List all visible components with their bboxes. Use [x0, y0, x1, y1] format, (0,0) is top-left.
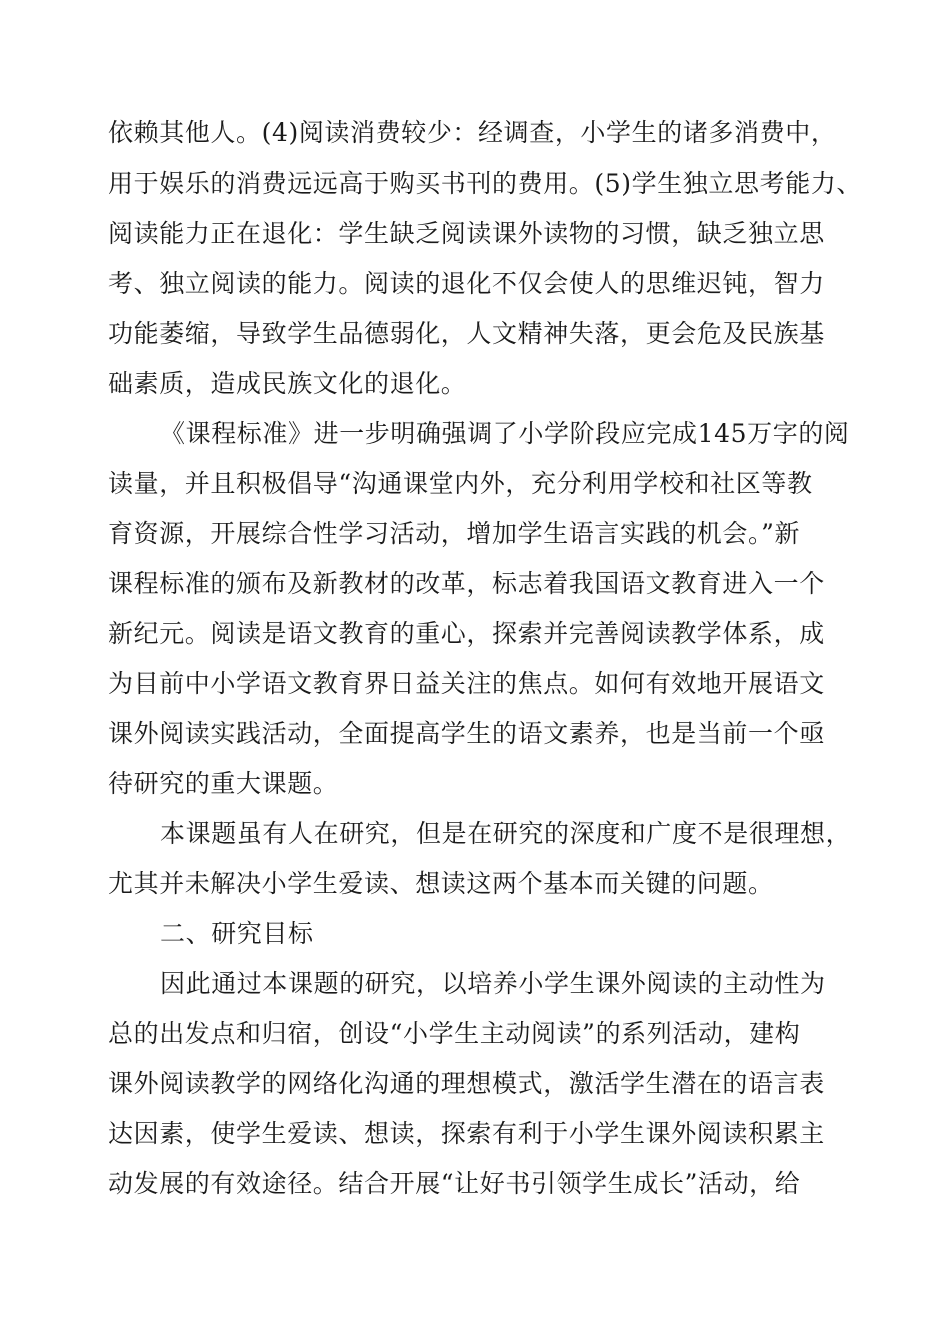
- text-line: 依赖其他人。(4)阅读消费较少：经调查，小学生的诸多消费中，: [108, 118, 837, 147]
- text-line: 育资源，开展综合性学习活动，增加学生语言实践的机会。”新: [108, 519, 801, 548]
- paragraph-first-line: 本课题虽有人在研究，但是在研究的深度和广度不是很理想，: [160, 819, 852, 848]
- paragraph-first-line: 因此通过本课题的研究，以培养小学生课外阅读的主动性为: [160, 969, 826, 998]
- text-line: 功能萎缩，导致学生品德弱化，人文精神失落，更会危及民族基: [108, 319, 825, 348]
- text-line: 尤其并未解决小学生爱读、想读这两个基本而关键的问题。: [108, 869, 774, 898]
- text-line: 为目前中小学语文教育界日益关注的焦点。如何有效地开展语文: [108, 669, 825, 698]
- text-line: 考、独立阅读的能力。阅读的退化不仅会使人的思维迟钝，智力: [108, 269, 825, 298]
- text-line: 新纪元。阅读是语文教育的重心，探索并完善阅读教学体系，成: [108, 619, 825, 648]
- text-line: 达因素，使学生爱读、想读，探索有利于小学生课外阅读积累主: [108, 1119, 825, 1148]
- text-line: 课外阅读教学的网络化沟通的理想模式，激活学生潜在的语言表: [108, 1069, 825, 1098]
- text-line: 用于娱乐的消费远远高于购买书刊的费用。(5)学生独立思考能力、: [108, 169, 863, 198]
- text-line: 础素质，造成民族文化的退化。: [108, 369, 467, 398]
- text-line: 待研究的重大课题。: [108, 769, 339, 798]
- text-line: 阅读能力正在退化：学生缺乏阅读课外读物的习惯，缺乏独立思: [108, 219, 825, 248]
- section-heading: 二、研究目标: [160, 919, 314, 948]
- text-line: 动发展的有效途径。结合开展“让好书引领学生成长”活动，给: [108, 1169, 801, 1198]
- text-line: 读量，并且积极倡导“沟通课堂内外，充分利用学校和社区等教: [108, 469, 813, 498]
- text-line: 课程标准的颁布及新教材的改革，标志着我国语文教育进入一个: [108, 569, 825, 598]
- text-line: 课外阅读实践活动，全面提高学生的语文素养，也是当前一个亟: [108, 719, 825, 748]
- paragraph-first-line: 《课程标准》进一步明确强调了小学阶段应完成145万字的阅: [160, 419, 850, 448]
- text-line: 总的出发点和归宿，创设“小学生主动阅读”的系列活动，建构: [108, 1019, 801, 1048]
